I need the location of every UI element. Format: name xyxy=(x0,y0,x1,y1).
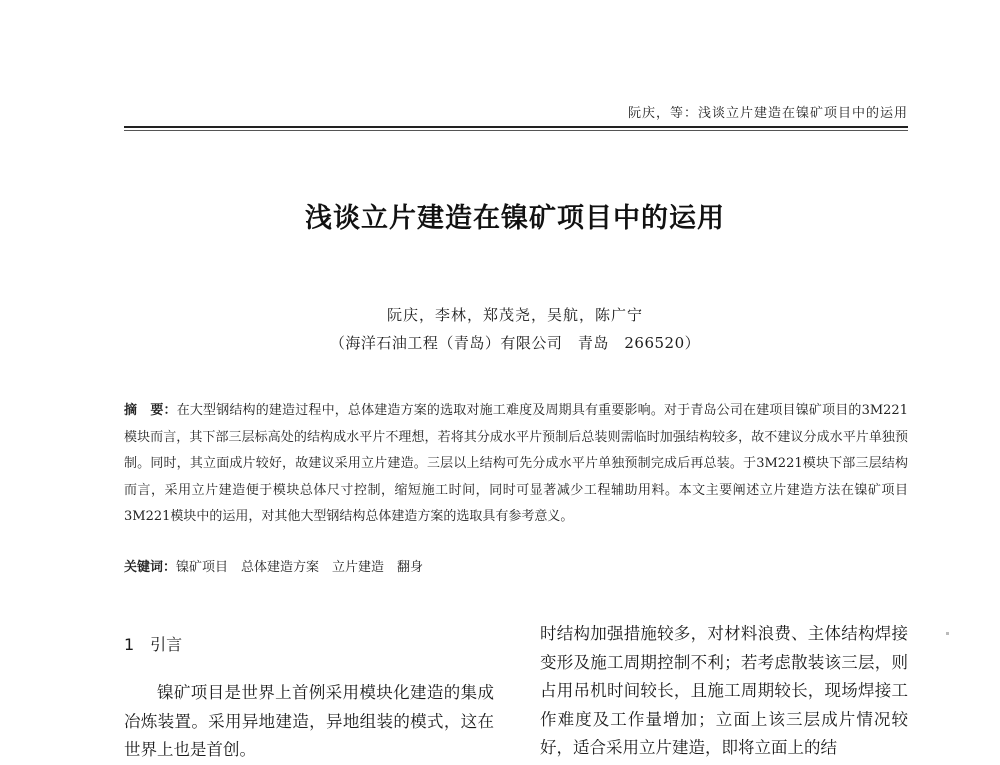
scan-speck xyxy=(946,632,949,635)
affiliation: （海洋石油工程（青岛）有限公司 青岛 266520） xyxy=(329,334,701,352)
keywords-label: 关键词： xyxy=(124,560,177,575)
abstract xyxy=(124,398,908,531)
body-paragraph: 镍矿项目是世界上首例采用模块化建造的集成冶炼装置。采用异地建造，异地组装的模式，这在世界上也是首创。 xyxy=(124,683,494,759)
section-heading: 1 引言 xyxy=(124,635,183,654)
paper-title: 浅谈立片建造在镍矿项目中的运用 xyxy=(305,203,725,234)
keywords xyxy=(124,556,908,575)
author-list: 阮庆，李林，郑茂尧，吴航，陈广宁 xyxy=(386,306,643,324)
abstract-label: 摘 要： xyxy=(124,403,177,418)
abstract-text: 在大型钢结构的建造过程中，总体建造方案的选取对施工难度及周期具有重要影响。对于青岛公司在建项目镍矿项目的3M221模块而言，其下部三层标高处的结构成水平片不理想，若将其分成水平片预制后总装则需临时加强结构较多，故不建议分成水平片单独预制。同时，其立面成片较好，故建议采用立片建造。三层以上结构可先分成水平片单独预制完成后再总装。于3M221模块下部三层结构而言，采用立片建造便于模块总体尺寸控制，缩短施工时间，同时可显著减少工程辅助用料。本文主要阐述立片建造方法在镍矿项目3M221模块中的运用，对其他大型钢结构总体建造方案的选取具有参考意义。 xyxy=(124,403,908,524)
running-header: 阮庆，等：浅谈立片建造在镍矿项目中的运用 xyxy=(627,106,908,121)
left-column xyxy=(124,632,494,765)
keywords-text: 镍矿项目 总体建造方案 立片建造 翻身 xyxy=(176,560,424,575)
right-column-paragraph: 时结构加强措施较多，对材料浪费、主体结构焊接变形及施工周期控制不利；若考虑散装该三层，则占用吊机时间较长，且施工周期较长，现场焊接工作难度及工作量增加；立面上该三层成片情况较好，适合采用立片建造，即将立面上的结 xyxy=(540,624,908,757)
header-rule xyxy=(124,126,908,128)
